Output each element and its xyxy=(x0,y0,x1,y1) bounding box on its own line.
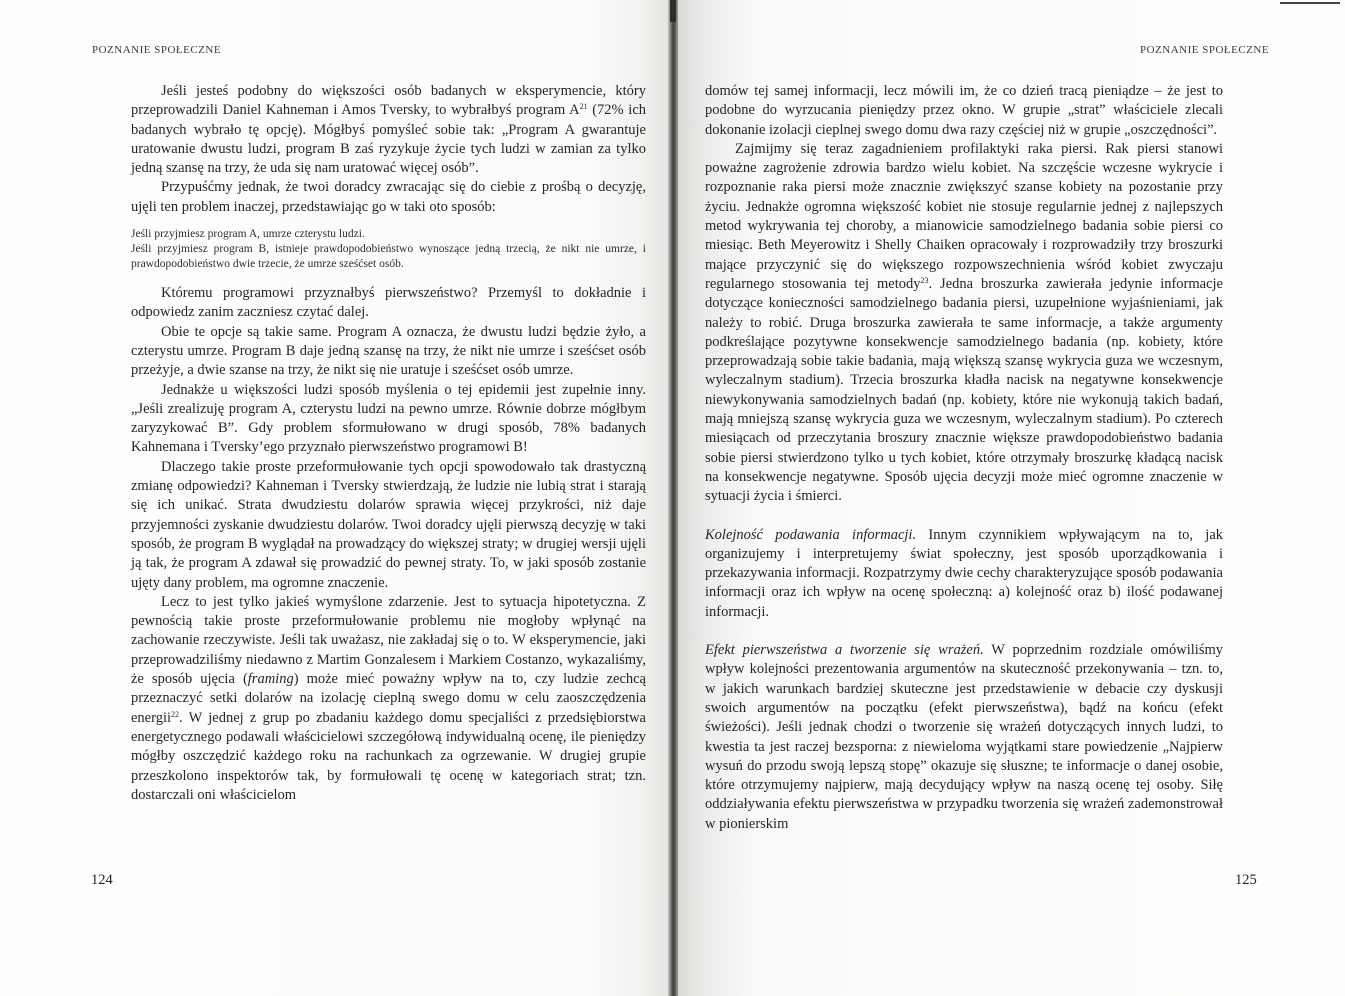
right-page-body xyxy=(705,82,1223,834)
italic-term: framing xyxy=(247,671,294,688)
section-gap xyxy=(705,507,1223,526)
left-page-body xyxy=(131,82,646,805)
text-run: . Jedna broszurka zawierała jedynie informacje dotyczące konieczności samodzielnego badania piersi, uzupełnione wyjaśnieniami, jak należy to robić. Druga broszurka zawierała te same informacje, a także argumenty podkreślające pozytywne konsekwencje samodzielnego badania (np. kobiety, które przeprowadzają sobie takie badania, mają większą szansę wykrycia guza we wczesnym, wyleczalnym stadium). Trzecia broszurka kładła nacisk na negatywne konsekwencje niewykonywania samodzielnych badań (np. kobiety, które nie wykonują takich badań, mają mniejszą szansę wykrycia guza we wczesnym, wyleczalnym stadium). Po czterech miesiącach od przeczytania broszury znacznie większe prawdopodobieństwo badania sobie piersi stwierdzono tylko u tych kobiet, które otrzymały broszurkę kładącą nacisk na konsekwencje negatywne. Sposób ujęcia decyzji może mieć ogromne znaczenie w sytuacji życia i śmierci. xyxy=(705,275,1223,505)
text-run: Innym czynnikiem wpływającym na to, jak organizujemy i interpretujemy świat społeczny, jest sposób uporządkowania i przekazywania informacji. Rozpatrzymy dwie cechy charakteryzujące sposób podawania informacji oraz ich wpływ na ocenę społeczną: a) kolejność oraz b) ilość podawanej informacji. xyxy=(705,526,1223,620)
running-head-right: POZNANIE SPOŁECZNE xyxy=(1140,44,1270,56)
gutter-shadow xyxy=(670,0,676,22)
footnote-ref: 21 xyxy=(579,102,588,112)
paragraph: Jednakże u większości ludzi sposób myślenia o tej epidemii jest zupełnie inny. „Jeśli zrealizuję program A, czterystu ludzi na pewno umrze. Równie dobrze mógłbym zaryzykować B”. Gdy problem sformułowano w drugi sposób, 78% badanych Kahnemana i Tversky’ego przyznało pierwszeństwo programowi B! xyxy=(131,381,646,456)
footnote-ref: 22 xyxy=(171,709,179,719)
text-run: W poprzednim rozdziale omówiliśmy wpływ kolejności prezentowania argumentów na skuteczność przekonywania – tzn. to, w jakich warunkach bardziej skuteczne jest przedstawienie w debacie czy dyskusji swoich argumentów na początku (efekt pierwszeństwa), bądź na końcu (efekt świeżości). Jeśli jednak chodzi o tworzenie się wrażeń dotyczących innych ludzi, to kwestia ta jest raczej bezsporna: z niewieloma wyjątkami stare powiedzenie „Najpierw wysuń do przodu swoją lepszą stopę” okazuje się słuszne; te informacje o danej osobie, które otrzymujemy najpierw, mają decydujący wpływ na naszą ocenę tej osoby. Siłę oddziaływania efektu pierwszeństwa w przypadku tworzenia się wrażeń zademonstrował w pionierskim xyxy=(705,642,1224,832)
page-number-left: 124 xyxy=(91,872,113,888)
paragraph: Dlaczego takie proste przeformułowanie tych opcji spowodowało tak drastyczną zmianę odpowiedzi? Kahneman i Tversky stwierdzają, że ludzie nie lubią strat i starają się ich unikać. Strata dwudziestu dolarów sprawia więcej przykrości, niż daje przyjemności zyskanie dwudziestu dolarów. Twoi doradcy ujęli pierwszą decyzję w taki sposób, że program B wyglądał na prowadzący do większej straty; w drugiej wersji ujęli ją tak, że program A zdawał się prowadzić do pewnej straty. To, w jaki sposób zostanie ujęty dany problem, ma ogromne znaczenie. xyxy=(131,458,646,591)
paragraph xyxy=(705,526,1223,622)
paragraph: domów tej samej informacji, lecz mówili im, że co dzień tracą pieniądze – że jest to podobne do wyrzucania pieniędzy przez okno. W grupie „strat” właściciele zlecali dokonanie izolacji cieplnej swego domu dwa razy częściej niż w grupie „oszczędności”. xyxy=(705,83,1223,138)
running-head-left: POZNANIE SPOŁECZNE xyxy=(92,44,222,56)
paragraph xyxy=(131,82,646,178)
quote-line: Jeśli przyjmiesz program A, umrze czterystu ludzi. xyxy=(131,228,365,241)
paragraph xyxy=(131,593,646,805)
paragraph xyxy=(705,641,1223,834)
text-run: Zajmijmy się teraz zagadnieniem profilaktyki raka piersi. Rak piersi stanowi poważne zagrożenie zdrowia bardzo wielu kobiet. Na szczęście wczesne wykrycie i rozpoznanie raka piersi może znacznie zwiększyć szanse kobiety na pozostanie przy życiu. Jednakże ogromna większość kobiet nie stosuje regularnie jednej z najlepszych metod wykrywania tej choroby, a mianowicie samodzielnego badania sobie piersi co miesiąc. Beth Meyerowitz i Shelly Chaiken opracowały i rozprowadziły trzy broszurki mające przyczynić się do większego rozpowszechnienia wśród kobiet zwyczaju regularnego stosowania tej metody xyxy=(705,140,1223,292)
paragraph: Przypuśćmy jednak, że twoi doradcy zwracając się do ciebie z prośbą o decyzję, ujęli ten problem inaczej, przedstawiając go w taki oto sposób: xyxy=(131,179,646,215)
paragraph: Obie te opcje są takie same. Program A oznacza, że dwustu ludzi będzie żyło, a czterystu umrze. Program B daje jedną szansę na trzy, że nikt nie umrze i sześćset osób przeżyje, a dwie szanse na trzy, że nikt się nie uratuje i sześćset osób umrze. xyxy=(131,323,646,379)
page-number-right: 125 xyxy=(1235,872,1257,888)
section-heading-italic: Efekt pierwszeństwa a tworzenie się wrażeń. xyxy=(705,642,984,659)
text-run: Jeśli jesteś podobny do większości osób badanych w eksperymencie, który przeprowadzili Daniel Kahneman i Amos Tversky, to wybrałbyś program A xyxy=(131,83,646,119)
paragraph: Któremu programowi przyznałbyś pierwszeństwo? Przemyśl to dokładnie i odpowiedz zanim zaczniesz czytać dalej. xyxy=(131,285,646,321)
book-gutter xyxy=(668,0,678,996)
text-run: ) może mieć poważny wpływ na to, czy ludzie zechcą przeznaczyć setki dolarów na izolację cieplną swego domu w celu zaoszczędzenia energii xyxy=(131,671,646,726)
block-quote xyxy=(131,227,646,272)
text-run: Lecz to jest tylko jakieś wymyślone zdarzenie. Jest to sytuacja hipotetyczna. Z pewnością takie proste przeformułowanie problemu nie mogłoby wpłynąć na zachowanie rzeczywiste. Jeśli tak uważasz, nie zakładaj się o to. W eksperymencie, jaki przeprowadziliśmy niedawno z Martim Gonzalesem i Markiem Costanzo, wykazaliśmy, że sposób ujęcia ( xyxy=(131,593,646,688)
quote-line: Jeśli przyjmiesz program B, istnieje prawdopodobieństwo wynoszące jedną trzecią, że nikt nie umrze, i prawdopodobieństwo dwie trzecie, że umrze sześćset osób. xyxy=(131,243,646,271)
section-heading-italic: Kolejność podawania informacji. xyxy=(705,526,917,543)
text-run: . W jednej z grup po zbadaniu każdego domu specjaliści z przedsiębiorstwa energetycznego podawali właścicielowi szczegółową indywidualną ocenę, ile pieniędzy mógłby oszczędzić każdego roku na rachunkach za ogrzewanie. W drugiej grupie przeszkolono inspektorów tak, by formułowali tę ocenę w kategoriach strat; tzn. dostarczali oni właścicielom xyxy=(131,709,646,803)
section-gap xyxy=(705,622,1223,641)
text-run: (72% ich badanych wybrało tę opcję). Mógłbyś pomyśleć sobie tak: „Program A gwarantuje uratowanie dwustu ludzi, program B zaś ryzykuje życie tych ludzi w zamian za tylko jedną szansę na trzy, że uda się nam uratować więcej osób”. xyxy=(131,102,647,177)
footnote-ref: 23 xyxy=(920,275,929,285)
page-corner-mark xyxy=(1280,2,1340,4)
paragraph xyxy=(705,140,1223,507)
